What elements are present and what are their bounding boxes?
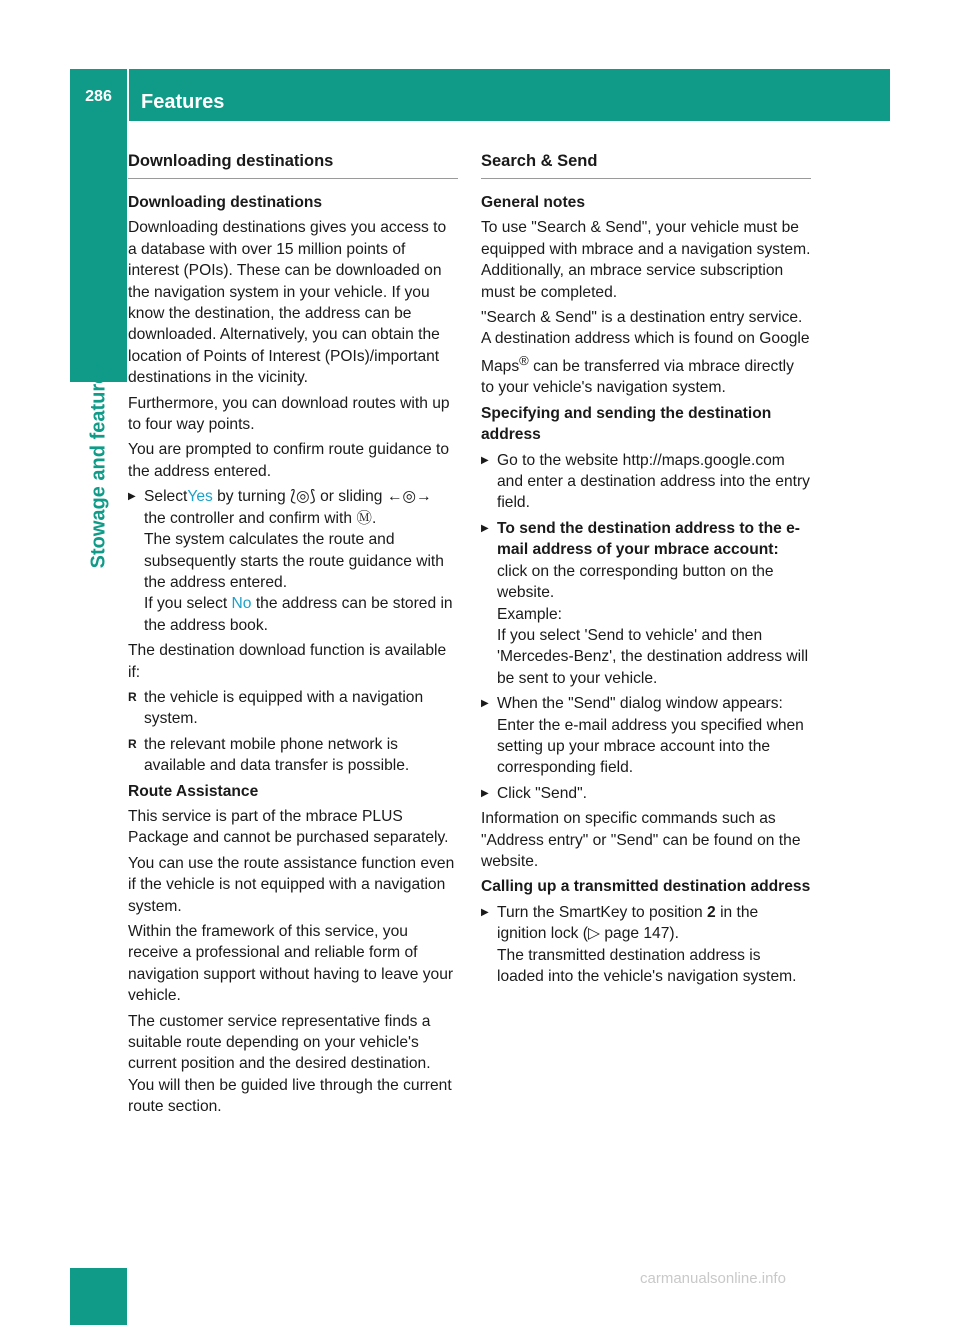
watermark: carmanualsonline.info: [640, 1270, 786, 1287]
list-item: R the vehicle is equipped with a navigation system.: [128, 687, 458, 730]
example-label: Example:: [497, 605, 563, 623]
subheading: Downloading destinations: [128, 194, 323, 211]
subheading: General notes: [481, 194, 585, 211]
step-result: The transmitted destination address is loaded into the vehicle's navigation system.: [497, 946, 797, 985]
step-text: ▶ Turn the SmartKey to position 2 in the ignition lock (▷ page 147).: [497, 903, 759, 943]
paragraph: You are prompted to confirm route guidance to the address entered.: [128, 441, 450, 480]
step-title: ▶ When the "Send" dialog window appears:: [497, 695, 783, 713]
section-heading: Downloading destinations: [128, 150, 458, 179]
display-no: No: [231, 595, 252, 613]
paragraph: The customer service representative finds a suitable route depending on your vehicle's current position and the desired destination. You will then be guided live through the current route section.: [128, 1012, 452, 1116]
controller-slide-icon: ←◎→: [386, 488, 432, 506]
ignition-position: 2: [707, 903, 716, 921]
right-column: [481, 150, 811, 991]
step-result: The system calculates the route and subsequently starts the route guidance with the address entered.: [144, 531, 444, 591]
subheading: Calling up a transmitted destination address: [481, 878, 811, 896]
paragraph: Downloading destinations gives you access to a database with over 15 million points of interest (POIs). These can be downloaded on the navigation system in your vehicle. If you know the destination, the address can be downloaded. Alternatively, you can obtain the location of Points of Interest (POIs)/important destinations in the vicinity.: [128, 219, 447, 387]
example-text: If you select 'Send to vehicle' and then 'Mercedes-Benz', the destination address will be sent to your vehicle.: [497, 626, 809, 687]
step-text: ▶ SelectYes by turning ⟅◎⟆ or sliding ←◎→ the controller and confirm with Ⓜ.: [144, 488, 432, 527]
instruction-step: [481, 518, 811, 689]
page-ref-link[interactable]: page 147).: [600, 925, 679, 943]
paragraph: Furthermore, you can download routes with up to four way points.: [128, 394, 450, 434]
section-heading: Search & Send: [481, 150, 811, 179]
registered-mark: ®: [519, 352, 529, 368]
step-text: Enter the e-mail address you specified when setting up your mbrace account into the corresponding field.: [497, 716, 804, 777]
list-item: R the relevant mobile phone network is available and data transfer is possible.: [128, 734, 458, 777]
side-tab-label: Stowage and features: [87, 361, 110, 569]
left-column: [128, 150, 458, 1122]
instruction-step: ▶ Click "Send".: [481, 783, 811, 804]
instruction-step: [481, 693, 811, 779]
controller-press-icon: Ⓜ: [356, 509, 372, 527]
subheading: Route Assistance: [128, 782, 259, 800]
paragraph: This service is part of the mbrace PLUS Package and cannot be purchased separately.: [128, 807, 449, 847]
step-text: click on the corresponding button on the website.: [497, 562, 774, 602]
paragraph: Within the framework of this service, you receive a professional and reliable form of navigation support without having to leave your vehicle.: [128, 923, 454, 1005]
subheading: Specifying and sending the destination address: [481, 404, 772, 444]
instruction-step: [128, 486, 458, 636]
step-title: ▶ To send the destination address to the e-mail address of your mbrace account:: [497, 519, 800, 559]
side-tab-marker: [70, 1268, 127, 1325]
display-yes: Yes: [187, 488, 213, 506]
paragraph: "Search & Send" is a destination entry service. A destination address which is found on Google Maps® can be transferred via mbrace directly to your vehicle's navigation system.: [481, 309, 810, 397]
instruction-step: ▶ Go to the website http://maps.google.com and enter a destination address into the entry field.: [481, 450, 811, 514]
paragraph: To use "Search & Send", your vehicle must be equipped with mbrace and a navigation system. Additionally, an mbrace service subscription must be completed.: [481, 219, 811, 301]
section-title: Features: [141, 91, 225, 113]
page-number: 286: [85, 88, 112, 105]
step-option: If you select No the address can be stored in the address book.: [144, 595, 453, 634]
instruction-step: [481, 902, 811, 988]
page-ref-arrow-icon: ▷: [588, 925, 601, 943]
paragraph: The destination download function is available if:: [128, 642, 447, 681]
paragraph: You can use the route assistance function even if the vehicle is not equipped with a navigation system.: [128, 854, 455, 915]
controller-turn-icon: ⟅◎⟆: [289, 488, 316, 506]
paragraph: Information on specific commands such as "Address entry" or "Send" can be found on the website.: [481, 810, 801, 870]
header-divider: [127, 69, 129, 121]
